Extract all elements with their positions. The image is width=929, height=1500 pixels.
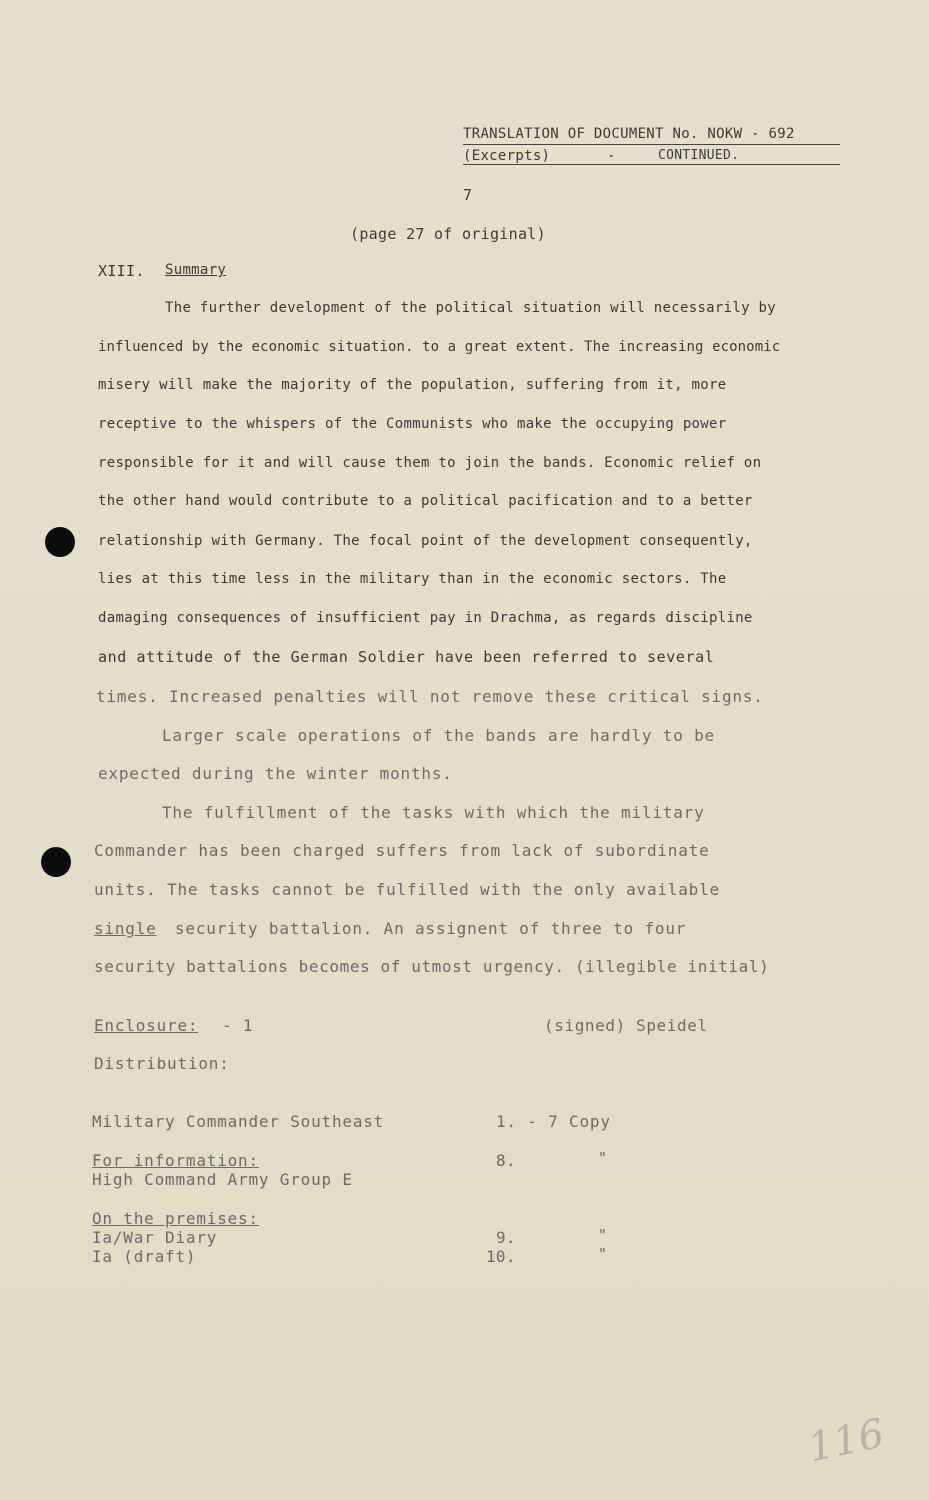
body-line: relationship with Germany. The focal point of the development consequently, <box>98 533 753 549</box>
body-line: lies at this time less in the military than in the economic sectors. The <box>98 571 727 587</box>
header-excerpts: (Excerpts) <box>463 148 551 164</box>
body-line: Larger scale operations of the bands are hardly to be <box>162 726 715 745</box>
distribution-label: Distribution: <box>94 1054 230 1073</box>
page-reference: (page 27 of original) <box>350 225 546 243</box>
body-line: security battalion. An assignent of three to four <box>175 919 687 938</box>
section-number: XIII. <box>98 262 145 280</box>
punch-hole-top <box>45 527 75 557</box>
header-dash: - <box>607 148 616 164</box>
enclosure-label: Enclosure: <box>94 1016 199 1035</box>
distribution-copies: 1. - 7 Copy <box>496 1112 611 1131</box>
punch-hole-bottom <box>41 847 71 877</box>
page-number: 7 <box>463 186 473 204</box>
distribution-recipient: Ia (draft) <box>92 1247 197 1266</box>
body-line: security battalions becomes of utmost urgency. (illegible initial) <box>94 957 770 976</box>
distribution-copies: 8. <box>496 1151 516 1170</box>
header-rule-1 <box>463 144 840 145</box>
handwritten-folio-number: 116 <box>804 1410 889 1472</box>
body-line: units. The tasks cannot be fulfilled with the only available <box>94 880 720 899</box>
distribution-heading: For information: <box>92 1151 259 1170</box>
enclosure-value: - 1 <box>222 1016 254 1035</box>
body-line: influenced by the economic situation. to a great extent. The increasing economic <box>98 339 781 355</box>
body-line: the other hand would contribute to a political pacification and to a better <box>98 493 753 509</box>
distribution-heading: On the premises: <box>92 1209 259 1228</box>
body-line: expected during the winter months. <box>98 764 453 783</box>
distribution-ditto: " <box>598 1226 608 1244</box>
section-title: Summary <box>165 262 227 278</box>
header-continued: CONTINUED. <box>658 148 740 163</box>
body-line: misery will make the majority of the population, suffering from it, more <box>98 377 727 393</box>
body-line: The further development of the political situation will necessarily by <box>165 300 777 316</box>
header-line-1: TRANSLATION OF DOCUMENT No. NOKW - 692 <box>463 126 795 142</box>
body-line: times. Increased penalties will not remove these critical signs. <box>96 687 764 706</box>
distribution-copies: 10. <box>486 1247 516 1266</box>
signature: (signed) Speidel <box>544 1016 708 1035</box>
distribution-ditto: " <box>598 1149 608 1167</box>
underlined-word: single <box>94 919 157 938</box>
distribution-recipient: Ia/War Diary <box>92 1228 218 1247</box>
body-line: receptive to the whispers of the Communists who make the occupying power <box>98 416 727 432</box>
distribution-recipient: Military Commander Southeast <box>92 1112 385 1131</box>
distribution-copies: 9. <box>496 1228 516 1247</box>
body-line: and attitude of the German Soldier have been referred to several <box>98 648 715 666</box>
header-rule-2 <box>463 164 840 165</box>
body-line: Commander has been charged suffers from lack of subordinate <box>94 841 710 860</box>
distribution-ditto: " <box>598 1245 608 1263</box>
body-line: The fulfillment of the tasks with which the military <box>162 803 705 822</box>
distribution-recipient: High Command Army Group E <box>92 1170 353 1189</box>
body-line: damaging consequences of insufficient pay in Drachma, as regards discipline <box>98 610 753 626</box>
body-line: responsible for it and will cause them to join the bands. Economic relief on <box>98 455 762 471</box>
